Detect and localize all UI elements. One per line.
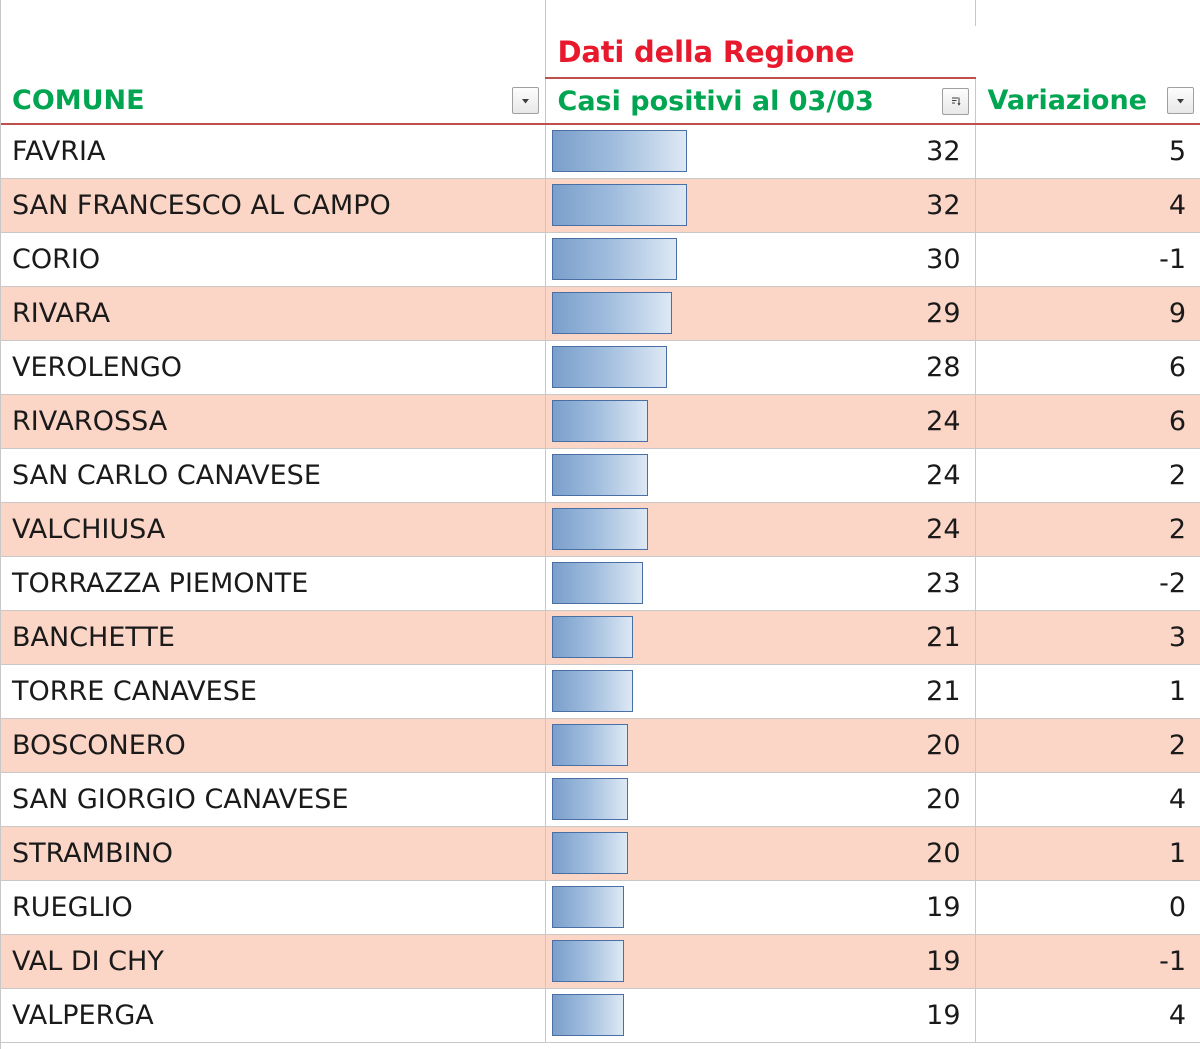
cell-casi-value: 19 (926, 945, 961, 977)
cell-casi (545, 988, 975, 1042)
cell-comune: TORRE CANAVESE (0, 664, 545, 718)
cell-casi (545, 610, 975, 664)
cell-casi-value: 24 (926, 459, 961, 491)
cell-comune: VEROLENGO (0, 340, 545, 394)
header-cell-comune (0, 78, 545, 124)
table-row (0, 718, 1200, 772)
table-row (0, 394, 1200, 448)
title-empty-cell (0, 26, 545, 78)
data-bar (552, 346, 668, 388)
cell-comune: BOSCONERO (0, 718, 545, 772)
cell-casi-value: 32 (926, 189, 961, 221)
cell-variazione: 4 (975, 178, 1200, 232)
data-bar (552, 292, 673, 334)
cell-casi (545, 664, 975, 718)
table-row (0, 880, 1200, 934)
cell-casi-value: 21 (926, 621, 961, 653)
cell-variazione: -1 (975, 934, 1200, 988)
header-label-comune: COMUNE (12, 85, 145, 116)
data-bar (552, 130, 687, 172)
cell-casi-value: 20 (926, 729, 961, 761)
cell-casi-value: 24 (926, 405, 961, 437)
header-label-casi: Casi positivi al 03/03 (557, 85, 874, 117)
data-bar (552, 184, 687, 226)
cell-variazione: 2 (975, 718, 1200, 772)
cell-casi-value: 29 (926, 297, 961, 329)
cell-variazione: 6 (975, 394, 1200, 448)
table-row (0, 556, 1200, 610)
cell-variazione: 1 (975, 826, 1200, 880)
cell-casi (545, 178, 975, 232)
table-row (0, 934, 1200, 988)
cell-comune: VALPERGA (0, 988, 545, 1042)
table-row (0, 448, 1200, 502)
table-row (0, 826, 1200, 880)
cell-variazione: -2 (975, 556, 1200, 610)
cell-casi-value: 20 (926, 837, 961, 869)
data-bar (552, 940, 624, 982)
title-trailing-cell (975, 26, 1200, 78)
table-row (0, 988, 1200, 1042)
cell-variazione: 2 (975, 502, 1200, 556)
cell-casi-value: 20 (926, 783, 961, 815)
cell-comune: TORRAZZA PIEMONTE (0, 556, 545, 610)
cell-variazione: -1 (975, 232, 1200, 286)
cell-comune: FAVRIA (0, 124, 545, 178)
table-row (0, 610, 1200, 664)
sort-descending-icon-casi[interactable] (942, 88, 969, 115)
cell-casi (545, 286, 975, 340)
cell-variazione: 2 (975, 448, 1200, 502)
cell-casi (545, 502, 975, 556)
cell-casi (545, 340, 975, 394)
cell-casi-value: 30 (926, 243, 961, 275)
data-bar (552, 778, 629, 820)
region-title: Dati della Regione (545, 26, 975, 78)
table-row (0, 178, 1200, 232)
cell-casi (545, 772, 975, 826)
cell-casi-value: 19 (926, 891, 961, 923)
table-row (0, 772, 1200, 826)
data-bar (552, 508, 648, 550)
cell-comune: VALCHIUSA (0, 502, 545, 556)
data-bar (552, 400, 648, 442)
table-row (0, 664, 1200, 718)
header-row (0, 78, 1200, 124)
cell-comune: RUEGLIO (0, 880, 545, 934)
spacer-cell-variazione (975, 0, 1200, 26)
cell-comune: BANCHETTE (0, 610, 545, 664)
spacer-cell-comune (0, 0, 545, 26)
cell-comune: RIVARA (0, 286, 545, 340)
cell-comune: STRAMBINO (0, 826, 545, 880)
header-cell-variazione (975, 78, 1200, 124)
cell-casi-value: 23 (926, 567, 961, 599)
title-row (0, 26, 1200, 78)
table-row (0, 124, 1200, 178)
cell-casi (545, 718, 975, 772)
cell-casi (545, 448, 975, 502)
cell-casi-value: 21 (926, 675, 961, 707)
spacer-cell-casi (545, 0, 975, 26)
cell-casi (545, 556, 975, 610)
data-bar (552, 616, 634, 658)
data-bar (552, 724, 629, 766)
cell-casi (545, 124, 975, 178)
cell-variazione: 4 (975, 772, 1200, 826)
data-bar (552, 886, 624, 928)
cell-casi (545, 394, 975, 448)
data-bar (552, 454, 648, 496)
table-row (0, 232, 1200, 286)
cell-comune: CORIO (0, 232, 545, 286)
cell-comune: SAN FRANCESCO AL CAMPO (0, 178, 545, 232)
cell-casi-value: 28 (926, 351, 961, 383)
cell-variazione: 0 (975, 880, 1200, 934)
cell-comune: RIVAROSSA (0, 394, 545, 448)
filter-dropdown-icon-variazione[interactable] (1167, 87, 1194, 114)
cell-casi-value: 32 (926, 135, 961, 167)
cell-variazione: 9 (975, 286, 1200, 340)
cell-variazione: 6 (975, 340, 1200, 394)
header-cell-casi (545, 78, 975, 124)
data-bar (552, 994, 624, 1036)
data-bar (552, 238, 677, 280)
cell-variazione: 3 (975, 610, 1200, 664)
cell-variazione: 5 (975, 124, 1200, 178)
data-bar (552, 562, 643, 604)
cell-casi (545, 232, 975, 286)
spacer-row (0, 0, 1200, 26)
cell-comune: SAN CARLO CANAVESE (0, 448, 545, 502)
data-bar (552, 670, 634, 712)
header-label-variazione: Variazione (987, 85, 1147, 116)
cell-casi (545, 880, 975, 934)
cell-casi (545, 934, 975, 988)
table-row (0, 502, 1200, 556)
cell-casi-value: 24 (926, 513, 961, 545)
cell-variazione: 1 (975, 664, 1200, 718)
table-body (0, 124, 1200, 1042)
cell-casi (545, 826, 975, 880)
data-bar (552, 832, 629, 874)
cell-comune: SAN GIORGIO CANAVESE (0, 772, 545, 826)
filter-dropdown-icon-comune[interactable] (512, 87, 539, 114)
cell-variazione: 4 (975, 988, 1200, 1042)
cell-casi-value: 19 (926, 999, 961, 1031)
cell-comune: VAL DI CHY (0, 934, 545, 988)
table-row (0, 286, 1200, 340)
table-row (0, 340, 1200, 394)
